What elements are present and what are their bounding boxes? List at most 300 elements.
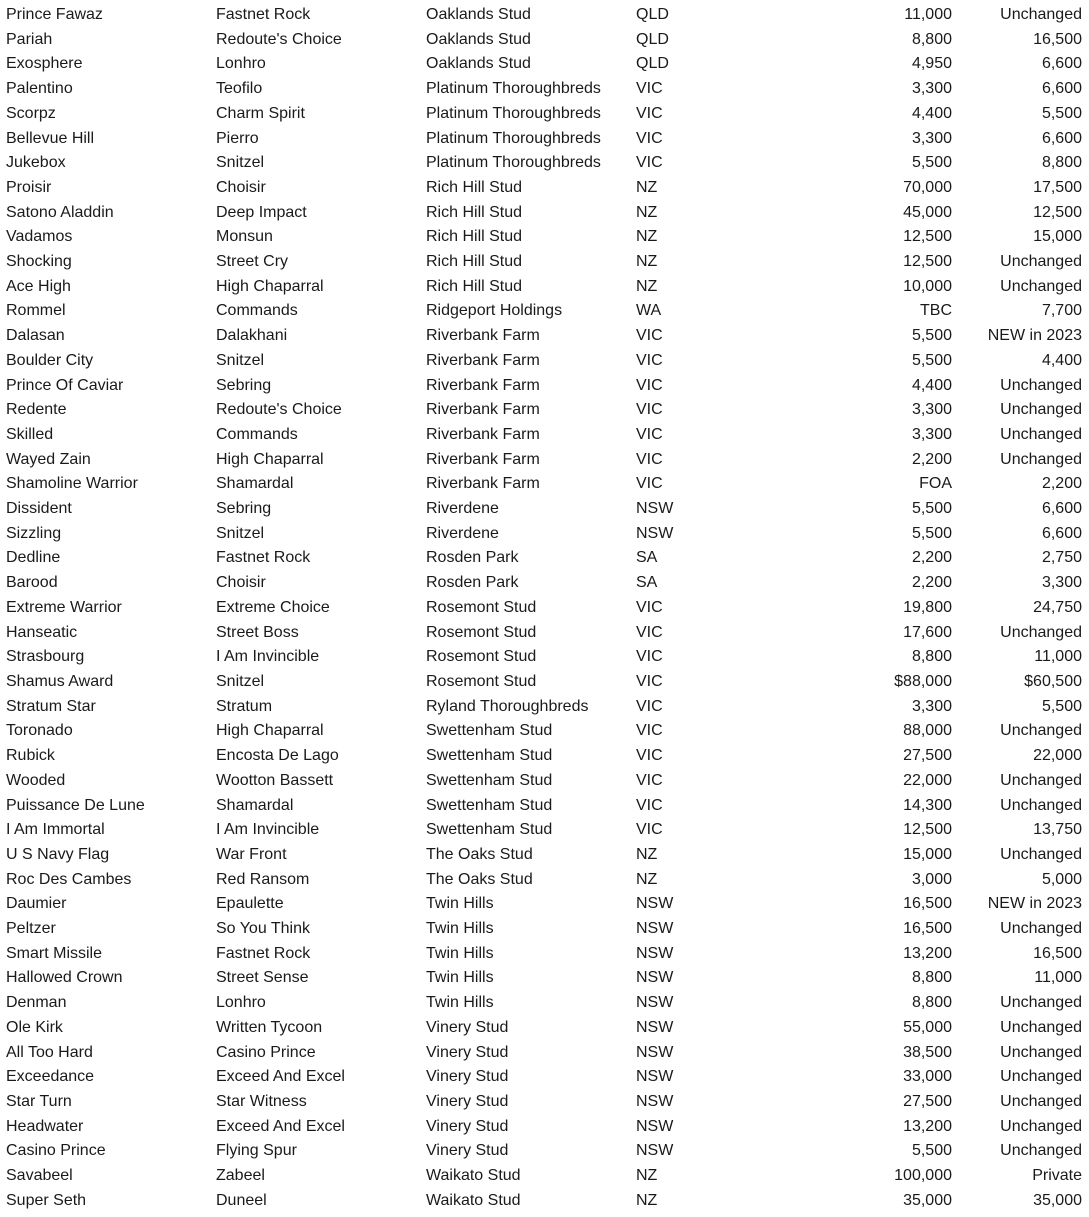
state-cell: VIC xyxy=(636,154,663,172)
fee-cell: 3,300 xyxy=(911,80,952,98)
sire-name-cell: War Front xyxy=(216,845,287,863)
fee-cell: 13,200 xyxy=(903,1117,952,1135)
fee-cell: 15,000 xyxy=(903,845,952,863)
table-row xyxy=(0,794,1089,819)
fee-change-cell: Unchanged xyxy=(1000,1117,1082,1135)
state-cell: VIC xyxy=(636,425,663,443)
fee-cell: 55,000 xyxy=(903,1018,952,1036)
stallion-name-cell: Stratum Star xyxy=(6,697,96,715)
stud-name-cell: Oaklands Stud xyxy=(426,6,531,23)
fee-change-cell: 11,000 xyxy=(1034,969,1082,987)
fee-change-cell: $60,500 xyxy=(1024,672,1082,690)
fee-change-cell: Unchanged xyxy=(1000,6,1082,23)
stud-name-cell: Rosemont Stud xyxy=(426,598,537,616)
fee-cell: 12,500 xyxy=(903,821,952,839)
table-row xyxy=(0,991,1089,1016)
fee-change-cell: 6,600 xyxy=(1041,55,1082,73)
fee-change-cell: Unchanged xyxy=(1000,1043,1082,1061)
stud-name-cell: Twin Hills xyxy=(426,994,494,1012)
sire-name-cell: Exceed And Excel xyxy=(216,1117,345,1135)
fee-change-cell: Unchanged xyxy=(1000,401,1082,419)
fee-cell: 8,800 xyxy=(911,30,952,48)
fee-cell: 16,500 xyxy=(903,895,952,913)
state-cell: NZ xyxy=(636,277,658,295)
stud-name-cell: Riverbank Farm xyxy=(426,376,540,394)
state-cell: SA xyxy=(636,549,658,567)
fee-cell: 8,800 xyxy=(911,648,952,666)
fee-change-cell: 7,700 xyxy=(1041,302,1082,320)
sire-name-cell: Snitzel xyxy=(216,154,265,172)
sire-name-cell: Sebring xyxy=(216,376,272,394)
fee-change-cell: 22,000 xyxy=(1033,747,1082,765)
fee-change-cell: 17,500 xyxy=(1033,178,1082,196)
fee-cell: 19,800 xyxy=(903,598,952,616)
table-row xyxy=(0,275,1089,300)
fee-change-cell: Unchanged xyxy=(1000,425,1082,443)
stallion-name-cell: Palentino xyxy=(6,80,73,98)
fee-cell: 5,500 xyxy=(911,500,952,518)
state-cell: VIC xyxy=(636,376,663,394)
sire-name-cell: Redoute's Choice xyxy=(216,401,342,419)
fee-change-cell: 6,600 xyxy=(1041,80,1082,98)
state-cell: VIC xyxy=(636,598,663,616)
stud-name-cell: Rich Hill Stud xyxy=(426,253,523,271)
stud-name-cell: Waikato Stud xyxy=(426,1191,521,1209)
fee-cell: 5,500 xyxy=(911,1142,952,1160)
sire-name-cell: Casino Prince xyxy=(216,1043,316,1061)
sire-name-cell: Exceed And Excel xyxy=(216,1068,345,1086)
table-row xyxy=(0,225,1089,250)
stud-name-cell: Rosden Park xyxy=(426,574,519,592)
stallion-name-cell: Super Seth xyxy=(6,1191,87,1209)
stallion-name-cell: Extreme Warrior xyxy=(6,598,122,616)
fee-change-cell: 11,000 xyxy=(1034,648,1082,666)
fee-change-cell: NEW in 2023 xyxy=(987,895,1082,913)
stud-name-cell: Rosemont Stud xyxy=(426,648,537,666)
fee-cell: 27,500 xyxy=(903,747,952,765)
fee-cell: 22,000 xyxy=(903,771,952,789)
table-row xyxy=(0,349,1089,374)
fee-change-cell: 6,600 xyxy=(1041,500,1082,518)
table-row xyxy=(0,77,1089,102)
sire-name-cell: Deep Impact xyxy=(216,203,307,221)
table-row xyxy=(0,1189,1089,1214)
stud-name-cell: Vinery Stud xyxy=(426,1142,509,1160)
stallion-name-cell: Denman xyxy=(6,994,67,1012)
stud-name-cell: Swettenham Stud xyxy=(426,821,553,839)
stud-name-cell: Riverbank Farm xyxy=(426,425,540,443)
state-cell: NSW xyxy=(636,920,674,938)
sire-name-cell: Street Cry xyxy=(216,253,289,271)
stud-name-cell: Oaklands Stud xyxy=(426,55,531,73)
stallion-name-cell: Scorpz xyxy=(6,104,56,122)
fee-change-cell: 6,600 xyxy=(1041,524,1082,542)
fee-change-cell: 13,750 xyxy=(1033,821,1082,839)
state-cell: NSW xyxy=(636,944,674,962)
fee-cell: 88,000 xyxy=(903,722,952,740)
table-row xyxy=(0,3,1089,28)
sire-name-cell: Stratum xyxy=(216,697,273,715)
fee-change-cell: 4,400 xyxy=(1041,351,1082,369)
stud-name-cell: Riverbank Farm xyxy=(426,475,540,493)
state-cell: VIC xyxy=(636,747,663,765)
table-row xyxy=(0,250,1089,275)
fee-cell: 8,800 xyxy=(911,969,952,987)
fee-cell: 3,300 xyxy=(911,401,952,419)
fee-change-cell: 12,500 xyxy=(1033,203,1082,221)
fee-cell: 33,000 xyxy=(903,1068,952,1086)
stud-name-cell: Riverbank Farm xyxy=(426,327,540,345)
table-row xyxy=(0,127,1089,152)
stallion-name-cell: Puissance De Lune xyxy=(6,796,145,814)
table-row xyxy=(0,1115,1089,1140)
state-cell: NZ xyxy=(636,1167,658,1185)
table-row xyxy=(0,102,1089,127)
state-cell: NZ xyxy=(636,1191,658,1209)
state-cell: VIC xyxy=(636,796,663,814)
table-row xyxy=(0,374,1089,399)
stallion-name-cell: All Too Hard xyxy=(6,1043,93,1061)
stallion-name-cell: Hanseatic xyxy=(6,623,78,641)
fee-change-cell: 15,000 xyxy=(1033,228,1082,246)
fee-change-cell: Unchanged xyxy=(1000,796,1082,814)
fee-change-cell: Unchanged xyxy=(1000,722,1082,740)
fee-cell: 17,600 xyxy=(903,623,952,641)
stallion-name-cell: Boulder City xyxy=(6,351,94,369)
stud-name-cell: Twin Hills xyxy=(426,969,494,987)
sire-name-cell: Commands xyxy=(216,425,298,443)
stallion-name-cell: Dalasan xyxy=(6,327,65,345)
stud-name-cell: The Oaks Stud xyxy=(426,845,533,863)
state-cell: VIC xyxy=(636,821,663,839)
state-cell: NSW xyxy=(636,1043,674,1061)
stallion-name-cell: Shamus Award xyxy=(6,672,114,690)
sire-name-cell: Extreme Choice xyxy=(216,598,330,616)
stud-name-cell: The Oaks Stud xyxy=(426,870,533,888)
table-row xyxy=(0,299,1089,324)
table-row xyxy=(0,52,1089,77)
table-row xyxy=(0,966,1089,991)
sire-name-cell: Street Boss xyxy=(216,623,299,641)
sire-name-cell: Street Sense xyxy=(216,969,309,987)
fee-change-cell: 16,500 xyxy=(1033,30,1082,48)
state-cell: NZ xyxy=(636,870,658,888)
table-row xyxy=(0,1164,1089,1189)
fee-cell: 3,300 xyxy=(911,425,952,443)
stud-name-cell: Rich Hill Stud xyxy=(426,178,523,196)
stud-name-cell: Riverbank Farm xyxy=(426,450,540,468)
state-cell: QLD xyxy=(636,6,669,23)
stallion-name-cell: Toronado xyxy=(6,722,73,740)
table-row xyxy=(0,176,1089,201)
sire-name-cell: Snitzel xyxy=(216,524,265,542)
state-cell: NSW xyxy=(636,1117,674,1135)
stallion-fee-table xyxy=(0,3,1089,1213)
table-row xyxy=(0,744,1089,769)
fee-cell: 5,500 xyxy=(911,154,952,172)
stallion-name-cell: Redente xyxy=(6,401,67,419)
sire-name-cell: Dalakhani xyxy=(216,327,288,345)
fee-cell: 45,000 xyxy=(903,203,952,221)
sire-name-cell: Commands xyxy=(216,302,298,320)
state-cell: NSW xyxy=(636,1092,674,1110)
stallion-name-cell: Exceedance xyxy=(6,1068,95,1086)
fee-change-cell: 24,750 xyxy=(1033,598,1082,616)
fee-change-cell: Unchanged xyxy=(1000,920,1082,938)
table-row xyxy=(0,201,1089,226)
stud-name-cell: Rosemont Stud xyxy=(426,672,537,690)
fee-cell: 2,200 xyxy=(911,450,952,468)
table-row xyxy=(0,892,1089,917)
fee-change-cell: Unchanged xyxy=(1000,1142,1082,1160)
table-row xyxy=(0,843,1089,868)
stallion-name-cell: I Am Immortal xyxy=(6,821,105,839)
sire-name-cell: High Chaparral xyxy=(216,277,324,295)
state-cell: NSW xyxy=(636,994,674,1012)
stud-name-cell: Platinum Thoroughbreds xyxy=(426,104,601,122)
table-row xyxy=(0,571,1089,596)
table-row xyxy=(0,818,1089,843)
stallion-name-cell: Shamoline Warrior xyxy=(6,475,138,493)
sire-name-cell: Snitzel xyxy=(216,351,265,369)
stud-name-cell: Vinery Stud xyxy=(426,1043,509,1061)
sire-name-cell: Encosta De Lago xyxy=(216,747,339,765)
state-cell: VIC xyxy=(636,104,663,122)
table-row xyxy=(0,1090,1089,1115)
stallion-name-cell: Headwater xyxy=(6,1117,84,1135)
fee-change-cell: Unchanged xyxy=(1000,845,1082,863)
fee-cell: $88,000 xyxy=(894,672,952,690)
table-row xyxy=(0,423,1089,448)
fee-cell: FOA xyxy=(919,475,952,493)
state-cell: VIC xyxy=(636,623,663,641)
stud-name-cell: Riverdene xyxy=(426,524,499,542)
state-cell: VIC xyxy=(636,771,663,789)
table-row xyxy=(0,522,1089,547)
sire-name-cell: Wootton Bassett xyxy=(216,771,334,789)
fee-cell: 27,500 xyxy=(903,1092,952,1110)
stallion-name-cell: Jukebox xyxy=(6,154,66,172)
fee-cell: 70,000 xyxy=(903,178,952,196)
fee-cell: 11,000 xyxy=(904,6,952,23)
fee-cell: 4,400 xyxy=(911,104,952,122)
stallion-name-cell: Shocking xyxy=(6,253,72,271)
state-cell: VIC xyxy=(636,129,663,147)
sire-name-cell: Charm Spirit xyxy=(216,104,305,122)
state-cell: WA xyxy=(636,302,662,320)
table-body xyxy=(0,3,1089,1213)
table-row xyxy=(0,398,1089,423)
fee-cell: 8,800 xyxy=(911,994,952,1012)
sire-name-cell: Fastnet Rock xyxy=(216,6,311,23)
sire-name-cell: I Am Invincible xyxy=(216,648,320,666)
sire-name-cell: Sebring xyxy=(216,500,272,518)
stallion-name-cell: Smart Missile xyxy=(6,944,103,962)
fee-change-cell: 5,500 xyxy=(1041,104,1082,122)
fee-cell: 5,500 xyxy=(911,351,952,369)
sire-name-cell: Zabeel xyxy=(216,1167,265,1185)
sire-name-cell: Monsun xyxy=(216,228,273,246)
stallion-name-cell: Ace High xyxy=(6,277,71,295)
stud-name-cell: Riverdene xyxy=(426,500,499,518)
stallion-name-cell: Rommel xyxy=(6,302,66,320)
fee-cell: 5,500 xyxy=(911,327,952,345)
sire-name-cell: Pierro xyxy=(216,129,259,147)
stallion-name-cell: Dissident xyxy=(6,500,72,518)
table-row xyxy=(0,1065,1089,1090)
state-cell: NSW xyxy=(636,1068,674,1086)
table-row xyxy=(0,621,1089,646)
fee-change-cell: Unchanged xyxy=(1000,623,1082,641)
stud-name-cell: Rich Hill Stud xyxy=(426,203,523,221)
stud-name-cell: Rosemont Stud xyxy=(426,623,537,641)
fee-change-cell: 6,600 xyxy=(1041,129,1082,147)
sire-name-cell: Shamardal xyxy=(216,475,294,493)
table-row xyxy=(0,1041,1089,1066)
stallion-name-cell: Prince Of Caviar xyxy=(6,376,124,394)
sire-name-cell: Fastnet Rock xyxy=(216,549,311,567)
state-cell: NSW xyxy=(636,969,674,987)
sire-name-cell: Teofilo xyxy=(216,80,263,98)
table-row xyxy=(0,497,1089,522)
table-row xyxy=(0,769,1089,794)
fee-cell: 2,200 xyxy=(911,549,952,567)
stud-name-cell: Swettenham Stud xyxy=(426,722,553,740)
fee-change-cell: 3,300 xyxy=(1041,574,1082,592)
stud-name-cell: Swettenham Stud xyxy=(426,771,553,789)
table-row xyxy=(0,695,1089,720)
stallion-name-cell: Bellevue Hill xyxy=(6,129,95,147)
stud-name-cell: Riverbank Farm xyxy=(426,351,540,369)
stud-name-cell: Rich Hill Stud xyxy=(426,277,523,295)
stallion-name-cell: Casino Prince xyxy=(6,1142,106,1160)
fee-change-cell: Unchanged xyxy=(1000,1018,1082,1036)
stallion-name-cell: Barood xyxy=(6,574,58,592)
fee-change-cell: Unchanged xyxy=(1000,277,1082,295)
stud-name-cell: Platinum Thoroughbreds xyxy=(426,129,601,147)
fee-cell: 3,300 xyxy=(911,129,952,147)
stallion-name-cell: Hallowed Crown xyxy=(6,969,123,987)
fee-change-cell: 8,800 xyxy=(1041,154,1082,172)
stud-name-cell: Ryland Thoroughbreds xyxy=(426,697,589,715)
stallion-name-cell: Wooded xyxy=(6,771,66,789)
fee-cell: 2,200 xyxy=(911,574,952,592)
stallion-name-cell: Sizzling xyxy=(6,524,62,542)
stallion-name-cell: Star Turn xyxy=(6,1092,72,1110)
state-cell: QLD xyxy=(636,55,669,73)
fee-cell: 16,500 xyxy=(903,920,952,938)
state-cell: NZ xyxy=(636,178,658,196)
table-row xyxy=(0,942,1089,967)
fee-cell: 100,000 xyxy=(894,1167,952,1185)
fee-change-cell: Unchanged xyxy=(1000,1068,1082,1086)
table-row xyxy=(0,28,1089,53)
stud-name-cell: Ridgeport Holdings xyxy=(426,302,563,320)
fee-cell: 4,950 xyxy=(911,55,952,73)
stallion-name-cell: Rubick xyxy=(6,747,55,765)
stud-name-cell: Rich Hill Stud xyxy=(426,228,523,246)
table-row xyxy=(0,1139,1089,1164)
fee-cell: 3,000 xyxy=(911,870,952,888)
fee-change-cell: Unchanged xyxy=(1000,994,1082,1012)
table-row xyxy=(0,472,1089,497)
table-row xyxy=(0,324,1089,349)
fee-change-cell: 35,000 xyxy=(1033,1191,1082,1209)
fee-cell: 14,300 xyxy=(903,796,952,814)
state-cell: NSW xyxy=(636,895,674,913)
fee-cell: 3,300 xyxy=(911,697,952,715)
table-row xyxy=(0,1016,1089,1041)
fee-change-cell: 5,000 xyxy=(1041,870,1082,888)
fee-cell: 13,200 xyxy=(903,944,952,962)
sire-name-cell: Flying Spur xyxy=(216,1142,297,1160)
sire-name-cell: Redoute's Choice xyxy=(216,30,342,48)
stud-name-cell: Riverbank Farm xyxy=(426,401,540,419)
table-row xyxy=(0,151,1089,176)
sire-name-cell: Written Tycoon xyxy=(216,1018,323,1036)
state-cell: VIC xyxy=(636,475,663,493)
fee-cell: 5,500 xyxy=(911,524,952,542)
state-cell: NSW xyxy=(636,1142,674,1160)
table-row xyxy=(0,917,1089,942)
fee-cell: 4,400 xyxy=(911,376,952,394)
state-cell: VIC xyxy=(636,327,663,345)
table-row xyxy=(0,448,1089,473)
fee-change-cell: 5,500 xyxy=(1041,697,1082,715)
state-cell: NZ xyxy=(636,228,658,246)
state-cell: QLD xyxy=(636,30,669,48)
stud-name-cell: Vinery Stud xyxy=(426,1018,509,1036)
stallion-name-cell: Strasbourg xyxy=(6,648,85,666)
fee-change-cell: Private xyxy=(1032,1167,1082,1185)
state-cell: VIC xyxy=(636,648,663,666)
sire-name-cell: High Chaparral xyxy=(216,450,324,468)
state-cell: NSW xyxy=(636,500,674,518)
state-cell: VIC xyxy=(636,722,663,740)
fee-cell: 12,500 xyxy=(903,228,952,246)
table-row xyxy=(0,546,1089,571)
stallion-name-cell: Pariah xyxy=(6,30,53,48)
stud-name-cell: Waikato Stud xyxy=(426,1167,521,1185)
sire-name-cell: Shamardal xyxy=(216,796,294,814)
table-row xyxy=(0,719,1089,744)
stallion-name-cell: U S Navy Flag xyxy=(6,845,110,863)
stallion-name-cell: Ole Kirk xyxy=(6,1018,63,1036)
fee-cell: 12,500 xyxy=(903,253,952,271)
sire-name-cell: Red Ransom xyxy=(216,870,310,888)
stallion-name-cell: Roc Des Cambes xyxy=(6,870,132,888)
stud-name-cell: Twin Hills xyxy=(426,944,494,962)
fee-cell: TBC xyxy=(920,302,952,320)
state-cell: VIC xyxy=(636,697,663,715)
stallion-name-cell: Wayed Zain xyxy=(6,450,91,468)
sire-name-cell: Star Witness xyxy=(216,1092,307,1110)
stallion-name-cell: Skilled xyxy=(6,425,54,443)
fee-change-cell: Unchanged xyxy=(1000,771,1082,789)
fee-change-cell: Unchanged xyxy=(1000,1092,1082,1110)
stallion-name-cell: Vadamos xyxy=(6,228,73,246)
state-cell: NZ xyxy=(636,203,658,221)
stud-name-cell: Oaklands Stud xyxy=(426,30,531,48)
sire-name-cell: So You Think xyxy=(216,920,311,938)
stud-name-cell: Vinery Stud xyxy=(426,1117,509,1135)
fee-cell: 10,000 xyxy=(903,277,952,295)
sire-name-cell: Duneel xyxy=(216,1191,267,1209)
stallion-name-cell: Daumier xyxy=(6,895,67,913)
stallion-name-cell: Exosphere xyxy=(6,55,83,73)
fee-cell: 35,000 xyxy=(903,1191,952,1209)
state-cell: VIC xyxy=(636,672,663,690)
